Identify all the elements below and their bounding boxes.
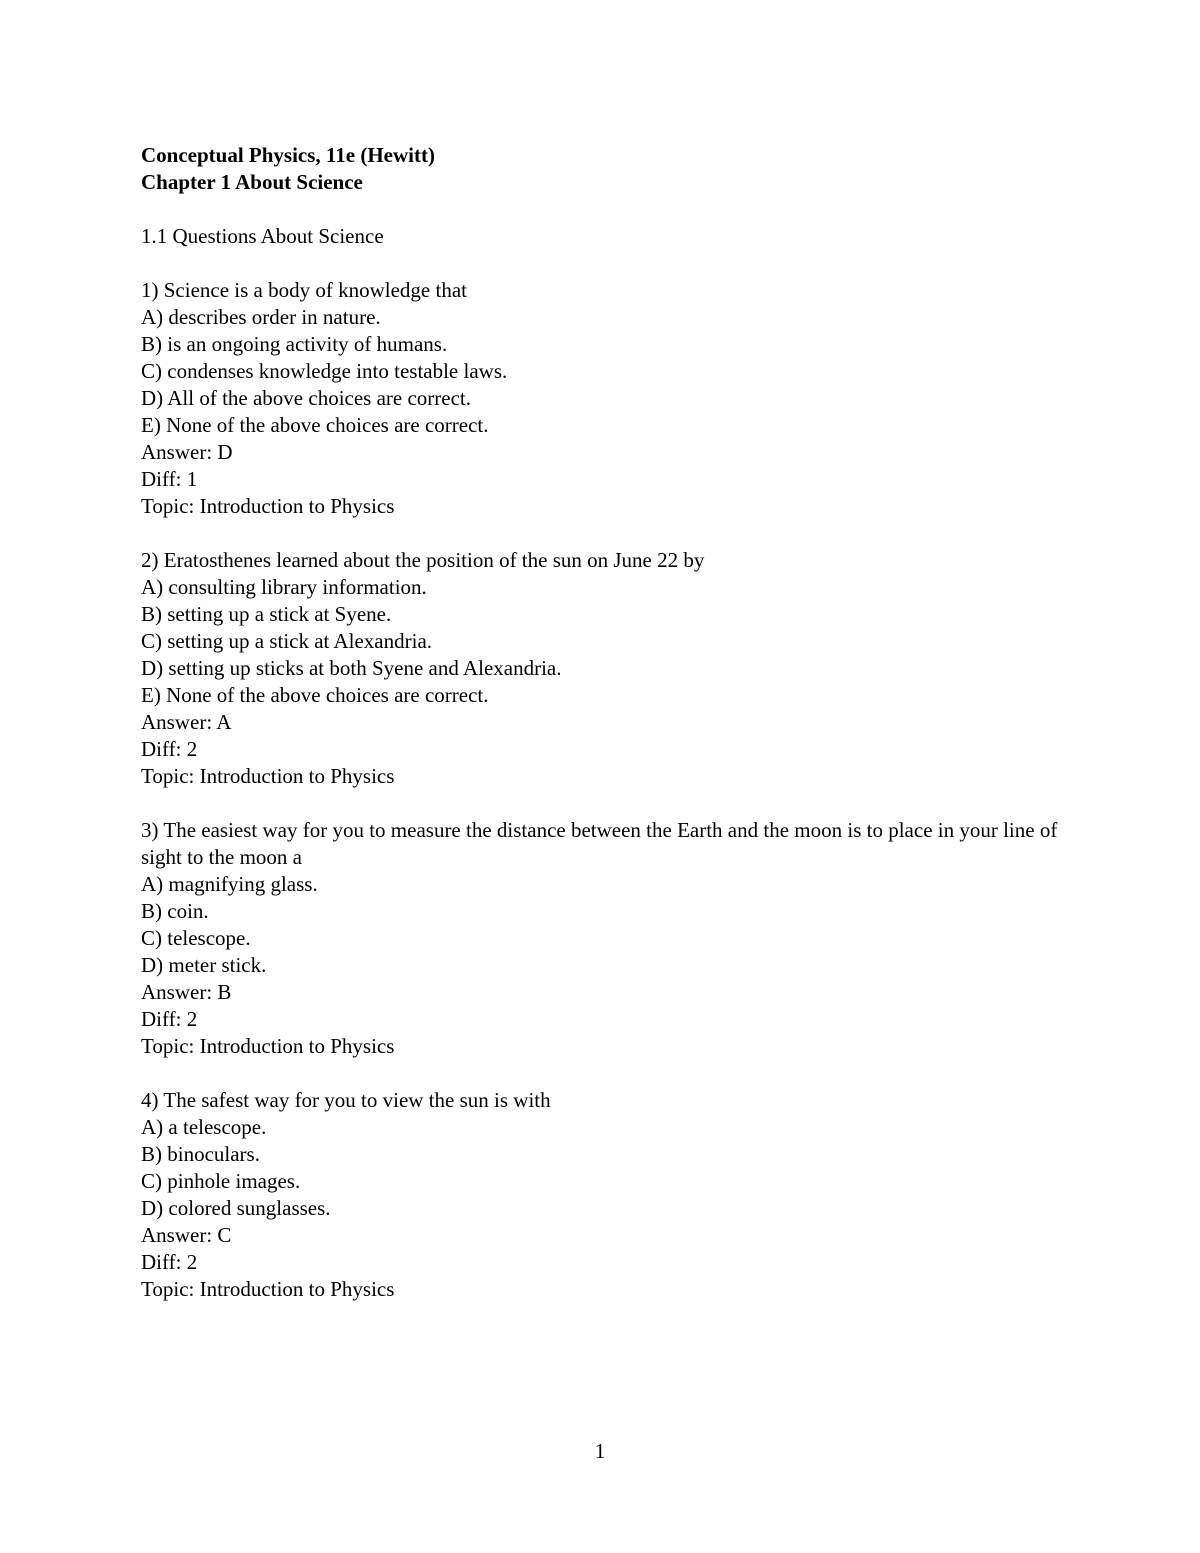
answer-choice: B) coin.	[141, 899, 209, 923]
spacer	[141, 250, 1071, 277]
topic: Topic: Introduction to Physics	[141, 764, 395, 788]
answer-choice: C) telescope.	[141, 926, 251, 950]
question-2	[141, 547, 1071, 790]
topic: Topic: Introduction to Physics	[141, 1034, 395, 1058]
question-1	[141, 277, 1071, 520]
difficulty: Diff: 2	[141, 737, 198, 761]
question-stem: 4) The safest way for you to view the sun is with	[141, 1088, 551, 1112]
topic: Topic: Introduction to Physics	[141, 494, 395, 518]
answer-choice: C) condenses knowledge into testable laws.	[141, 359, 508, 383]
spacer	[141, 520, 1071, 547]
question-stem: 3) The easiest way for you to measure the distance between the Earth and the moon is to place in your line of sight to the moon a	[141, 818, 1058, 869]
answer-choice: A) consulting library information.	[141, 575, 427, 599]
answer-key: Answer: A	[141, 710, 232, 734]
answer-choice: B) setting up a stick at Syene.	[141, 602, 392, 626]
page-number: 1	[594, 1439, 606, 1463]
answer-choice: E) None of the above choices are correct.	[141, 683, 489, 707]
answer-key: Answer: B	[141, 980, 232, 1004]
answer-choice: A) describes order in nature.	[141, 305, 381, 329]
spacer	[141, 790, 1071, 817]
answer-choice: D) setting up sticks at both Syene and Alexandria.	[141, 656, 562, 680]
difficulty: Diff: 1	[141, 467, 198, 491]
answer-choice: E) None of the above choices are correct.	[141, 413, 489, 437]
question-stem: 2) Eratosthenes learned about the position of the sun on June 22 by	[141, 548, 705, 572]
book-title: Conceptual Physics, 11e (Hewitt)	[141, 143, 435, 167]
answer-choice: B) binoculars.	[141, 1142, 260, 1166]
document-page	[141, 142, 1071, 1303]
topic: Topic: Introduction to Physics	[141, 1277, 395, 1301]
answer-choice: D) All of the above choices are correct.	[141, 386, 472, 410]
question-stem: 1) Science is a body of knowledge that	[141, 278, 467, 302]
answer-choice: D) colored sunglasses.	[141, 1196, 331, 1220]
question-4	[141, 1087, 1071, 1303]
answer-key: Answer: C	[141, 1223, 232, 1247]
difficulty: Diff: 2	[141, 1007, 198, 1031]
answer-key: Answer: D	[141, 440, 233, 464]
answer-choice: A) a telescope.	[141, 1115, 267, 1139]
chapter-title: Chapter 1 About Science	[141, 170, 363, 194]
answer-choice: C) setting up a stick at Alexandria.	[141, 629, 433, 653]
answer-choice: B) is an ongoing activity of humans.	[141, 332, 448, 356]
question-3	[141, 817, 1071, 1060]
difficulty: Diff: 2	[141, 1250, 198, 1274]
answer-choice: D) meter stick.	[141, 953, 267, 977]
answer-choice: C) pinhole images.	[141, 1169, 301, 1193]
section-title: 1.1 Questions About Science	[141, 224, 384, 248]
spacer	[141, 196, 1071, 223]
answer-choice: A) magnifying glass.	[141, 872, 318, 896]
spacer	[141, 1060, 1071, 1087]
